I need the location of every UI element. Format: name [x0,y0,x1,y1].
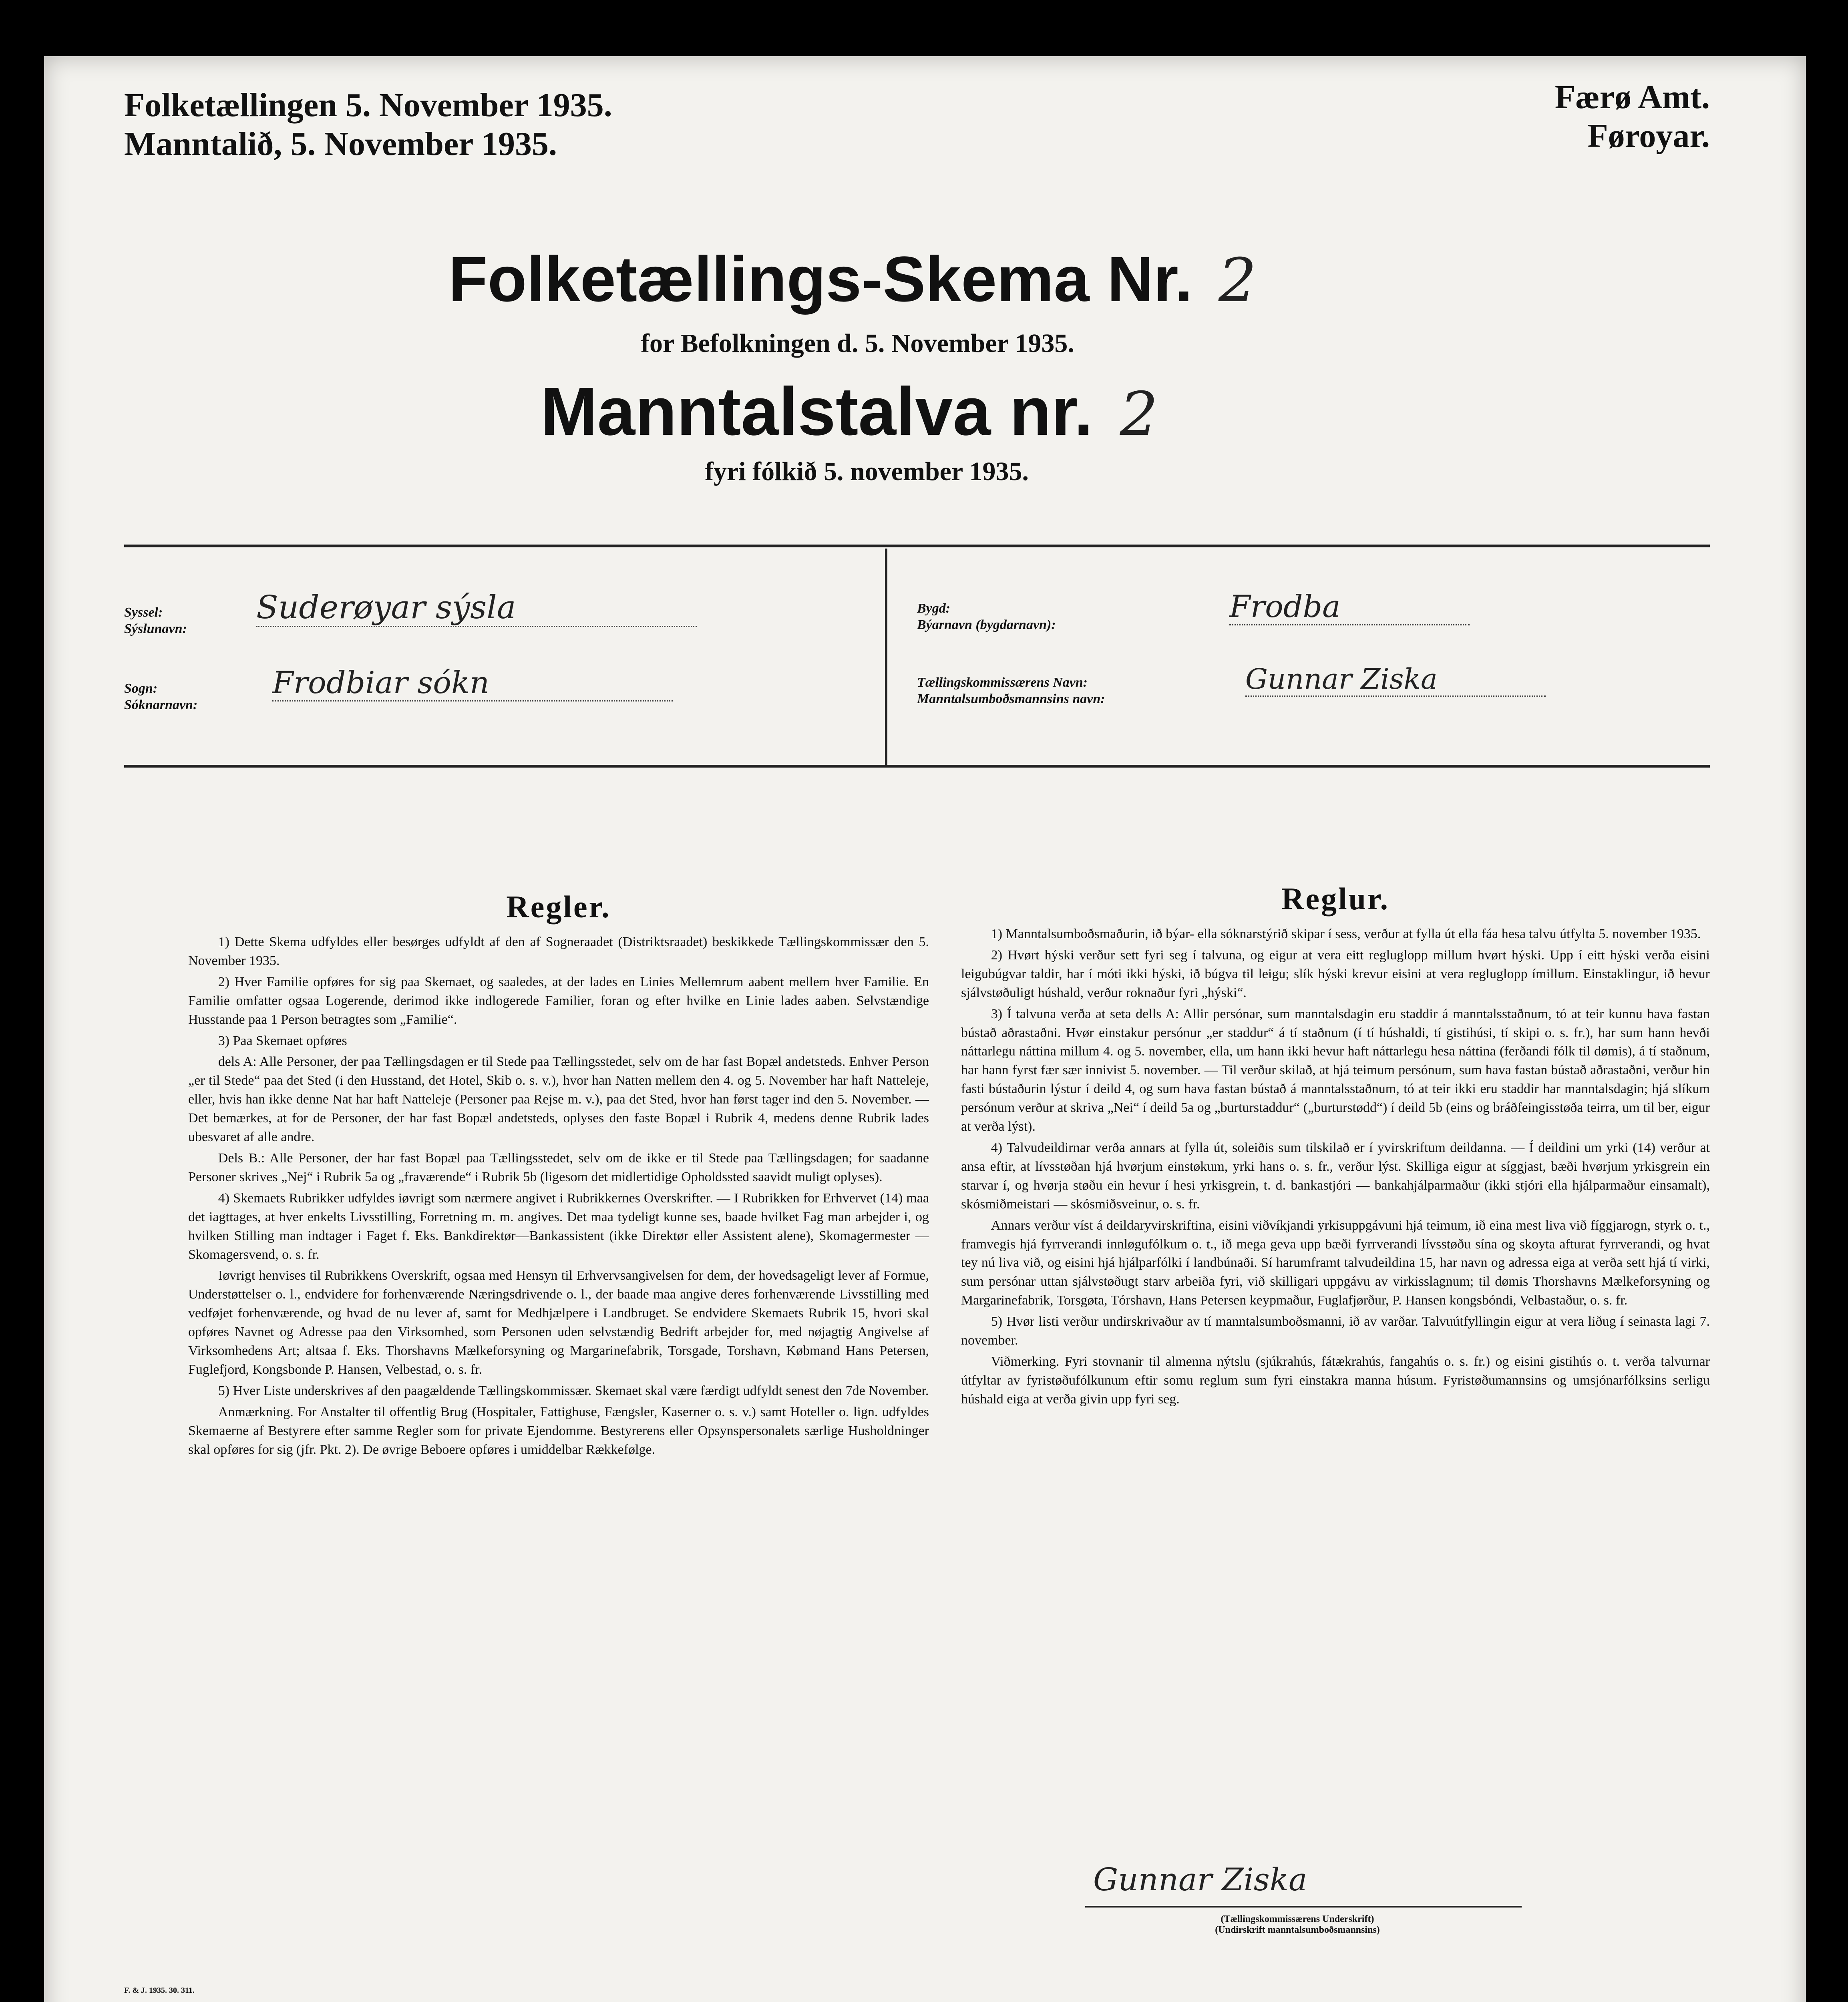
reglur-paragraph: 5) Hvør listi verður undirskrivaður av tí manntalsumboðsmanni, ið av varðar. Talvuútfyllingin eigur at vera liðug í seinasta lagi 7. november. [961,1314,1710,1348]
manntal-title [541,372,1158,451]
regler-heading: Regler. [506,889,611,924]
regler-paragraph: Dels B.: Alle Personer, der har fast Bopæl paa Tællingsstedet, selv om de ikke er til Stede paa Tællingsdagen; for saadanne Personer skrives „Nej“ i Rubrik 5a og „fraværende“ i Rubrik 5b (ligesom det midlertidige Opholdssted saavidt muligt oplyses). [188,1150,929,1184]
regler-section [188,889,929,1461]
regler-paragraph: 3) Paa Skemaet opføres [218,1033,347,1048]
syssel-label-fo: Sýslunavn: [124,621,187,636]
reglur-paragraph: Viðmerking. Fyri stovnanir til almenna nýtslu (sjúkrahús, fátækrahús, fangahús o. s. fr.) og eisini gistihús o. t. verða talvurnar útfyltar av fyristøðufólkunum eftir somu reglum sum fyri einstakra manna húsum. Fyristøðumannsins og umsjónarfólksins serligu húshald eiga at verða givin upp fyri seg. [961,1354,1710,1407]
header-left-line1: Folketællingen 5. November 1935. [124,86,612,124]
signature-caption-da: (Tællingskommissærens Underskrift) [1221,1914,1374,1924]
regler-paragraph: 2) Hver Familie opføres for sig paa Skemaet, og saaledes, at der lades en Linies Mellemrum aabent mellem hver Familie. En Familie omfatter ogsaa Logerende, derimod ikke indlogerede Familier, foran og efter hvilke en Linie lades aaben. Selvstændige Husstande paa 1 Person betragtes som „Familie“. [188,974,929,1027]
regler-paragraph: dels A: Alle Personer, der paa Tællingsdagen er til Stede paa Tællingsstedet, selv om de har fast Bopæl andetsteds. Enhver Person „er til Stede“ paa det Sted (i den Husstand, det Hotel, Skib o. s. v.), hvor han Natten mellem den 4. og 5. November har haft Natteleje, eller, hvis han ikke denne Nat har haft Natteleje (Personer paa Rejse m. v.), paa det Sted, hvor han først tager ind den 5. November. — Det bemærkes, at for de Personer, der har fast Bopæl andetsteds, oplyses den faste Bopæl i Rubrik 4, medens denne Rubrik lades ubesvaret af alle andre. [188,1054,929,1145]
reglur-paragraph: 3) Í talvuna verða at seta dells A: Allir persónar, sum manntalsdagin eru staddir á manntalsstaðnum, tó at teir kunnu hava fastan bústað aðrastaðni. Hvør einstakur persónur „er staddur“ á tí staðnum (í tí húshaldi, tí gistihúsi, tí skipi o. s. fr.), har sum hann hevði náttarlegu náttina millum 4. og 5. november, ella, um hann ikki hevur haft náttarlegu hesa náttina (ferðandi fólk til dømis), á tí staðnum, har hann fyrst fær sær innivist 5. november. — Til verður skilað, at hjá teimum persónum, sum hava fastan bústað aðrastaðni, verður hin fasti bústaðurin lýstur í deild 4, og sum hava fastan bústað á manntalsstaðnum, tó at teir ikki eru staddir har manntalsdagin; hjá slíkum persónum verður at skriva „Nei“ í deild 5a og „burturstaddur“ („burturstødd“) í deild 5b (eins og bráðfeingisstøða teirra, um til ber, eigur at verða lýst). [961,1006,1710,1134]
kommissaer-label-fo: Manntalsumboðsmannsins navn: [917,691,1105,706]
reglur-paragraph: Annars verður víst á deildaryvirskriftina, eisini viðvíkjandi yrkisuppgávuni hjá teimum, ið eina mest liva við fíggjarogn, styrk o. t., framvegis hjá fyrrverandi innløgufólkum o. t., ið mega geva upp bæði fyrrverandi lívsstøðu sína og skoyta afturat fyrrverandi, og hvat tey nú liva við, og eisini hjá hjálparfólki í landbúnaði. Sí harumframt talvudeildina 15, har navn og adressa eiga at verða sett hjá tí virki, sum persónar uttan sjálvstøðugt starv arbeiða fyri, við skilligari uppgávu av virkisslagnum; til dømis Thorshavns Mælkeforsyning og Margarinefabrik, Torsgøta, Tórshavn, Hans Petersen keypmaður, Fuglafjørður, P. Hansen kongsbóndi, Velbastaður, o. s. fr. [961,1218,1710,1308]
kommissaer-label-da: Tællingskommissærens Navn: [917,675,1088,690]
syssel-label [124,605,187,637]
bygd-label-da: Bygd: [917,601,951,616]
regler-paragraph: 5) Hver Liste underskrives af den paagældende Tællingskommissær. Skemaet skal være færdigt udfyldt senest den 7de November. [218,1383,929,1398]
field-divider [885,549,887,765]
manntal-number: 2 [1120,380,1158,449]
skema-subtitle: for Befolkningen d. 5. November 1935. [641,329,1074,358]
header-right-line2: Føroyar. [1587,117,1710,155]
bygd-label [917,601,1056,633]
sogn-label [124,681,197,714]
sogn-label-fo: Sóknarnavn: [124,697,198,712]
regler-body [188,933,929,1459]
regler-paragraph: Iøvrigt henvises til Rubrikkens Overskrift, ogsaa med Hensyn til Erhvervsangivelsen for dem, der hovedsageligt lever af Formue, Understøttelser o. l., endvidere for forhenværende Næringsdrivende o. l., der baade maa angive deres forhenværende Livsstilling med vedføjet forhenværende, og hvad de nu lever af, samt for Medhjælpere i Landbruget. Se endvidere Skemaets Rubrik 15, hvori skal opføres Navnet og Adresse paa den Virksomhed, som Personen uden selvstændig Bedrift arbejder for, med nøjagtig Angivelse af Virksomhedens Art; altsaa f. Eks. Thorshavns Mælkeforsyning og Margarinefabrik, Torsgade, Torshavn, Købmand Hans Petersen, Fuglefjord, Kongsbonde P. Hansen, Velbestad, o. s. fr. [188,1268,929,1377]
regler-paragraph: Anmærkning. For Anstalter til offentlig Brug (Hospitaler, Fattighuse, Fængsler, Kaserner o. s. v.) samt Hoteller o. lign. udfyldes Skemaerne af Bestyrere efter samme Regler som for private Ejendomme. Bestyrerens eller Opsynspersonalets særlige Husholdninger skal opføres for sig (jfr. Pkt. 2). De øvrige Beboere opføres i umiddelbar Rækkefølge. [188,1404,929,1457]
kommissaer-value: Gunnar Ziska [1245,663,1546,697]
reglur-section [961,881,1710,1411]
skema-title-label: Folketællings-Skema Nr. [448,243,1193,315]
kommissaer-label [917,675,1105,708]
reglur-paragraph: 2) Hvørt hýski verður sett fyri seg í talvuna, og eigur at vera eitt regluglopp millum hvørt hýski. Upp í eitt hýski verða eisini leigubúgvar taldir, har í móti ikki hýski, ið búgva til leigu; slík hýski krevur eisini at vera regluglopp ímillum. Einstaklingur, ið hevur sjálvstøðuligt húshald, verður roknaður fyri „hýski“. [961,947,1710,1000]
reglur-body [961,925,1710,1409]
manntal-title-label: Manntalstalva nr. [541,374,1093,450]
signature-caption [1117,1914,1478,1936]
regler-paragraph: 4) Skemaets Rubrikker udfyldes iøvrigt som nærmere angivet i Rubrikkernes Overskrifter. — I Rubrikken for Erhvervet (14) maa det iagttages, at hver enkelts Livsstilling, Forretning m. m. angives. Det maa tydeligt kunne ses, baade hvilket Fag man arbejder i, og hvilken Stilling man indtager i Faget f. Eks. Bankdirektør—Bankassistent (ikke Direktør eller Assistent alene), Skomagermester — Skomagersvend, o. s. fr. [188,1190,929,1262]
sogn-label-da: Sogn: [124,681,158,696]
syssel-label-da: Syssel: [124,605,163,620]
top-rule [124,545,1710,547]
regler-paragraph: 1) Dette Skema udfyldes eller besørges udfyldt af den af Sogneraadet (Distriktsraadet) beskikkede Tællingskommissær den 5. November 1935. [188,935,929,968]
signature: Gunnar Ziska [1093,1862,1307,1898]
header-right [1470,78,1710,155]
skema-number: 2 [1218,246,1257,316]
bygd-value: Frodba [1229,589,1470,625]
census-form-sheet [44,56,1806,2002]
footer-print-code: F. & J. 1935. 30. 311. [124,1986,195,1995]
bottom-rule [124,765,1710,768]
manntal-subtitle: fyri fólkið 5. november 1935. [705,457,1029,486]
header-left [124,86,612,163]
reglur-paragraph: 4) Talvudeildirnar verða annars at fylla út, soleiðis sum tilskilað er í yvirskriftum deildanna. — Í deildini um yrki (14) verður at ansa eftir, at lívsstøðan hjá hvørjum einstøkum, yrki hans o. s. fr., verður lýst. Skilliga eigur at síggjast, bæði hvørjum yrkisgrein ein starvar í, og hvørja støðu ein hevur í hesi yrkisgrein, t. d. bankastjóri — bankahjálparmaður (ikki stjóri ella hjálparmaður einsamalt), skósmiðmeistari — skósmiðsveinur, o. s. fr. [961,1140,1710,1212]
syssel-value: Suderøyar sýsla [256,589,697,627]
header-left-line2: Manntalið, 5. November 1935. [124,125,557,163]
sogn-value: Frodbiar sókn [272,665,673,702]
reglur-heading: Reglur. [1281,881,1390,916]
header-right-line1: Færø Amt. [1554,78,1710,116]
signature-line [1085,1906,1522,1908]
reglur-paragraph: 1) Manntalsumboðsmaðurin, ið býar- ella sóknarstýrið skipar í sess, verður at fylla út ella fáa hesa talvu útfylta 5. november 1935. [991,927,1701,941]
bygd-label-fo: Býarnavn (bygdarnavn): [917,617,1056,632]
skema-title [448,242,1257,316]
signature-caption-fo: (Undirskrift manntalsumboðsmannsins) [1215,1925,1380,1935]
